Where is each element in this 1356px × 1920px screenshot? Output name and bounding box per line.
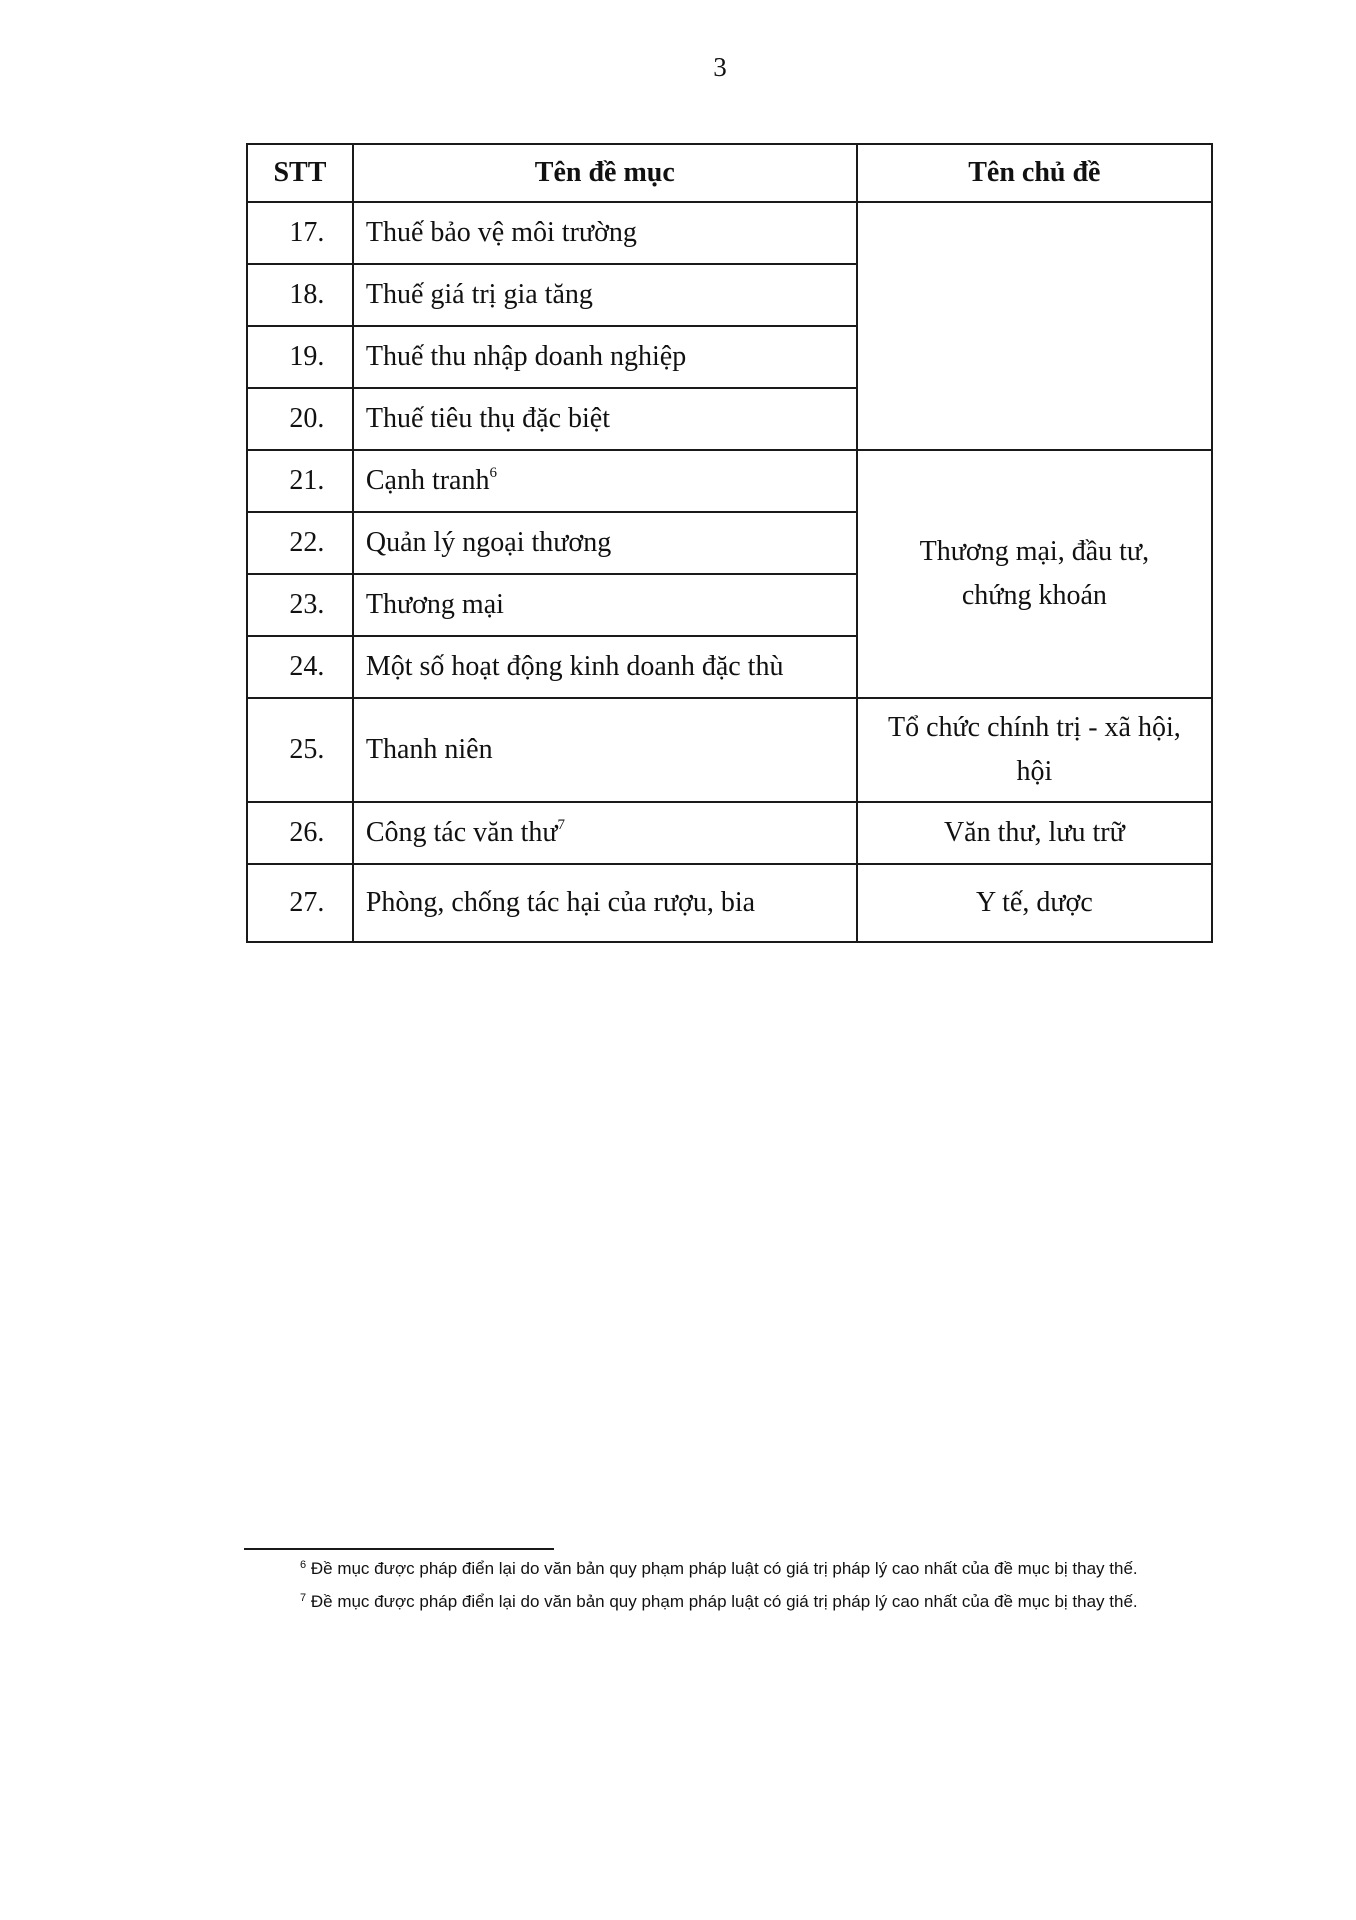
topic-line: chứng khoán (961, 580, 1107, 611)
header-stt: STT (247, 144, 353, 202)
row-item-name (353, 450, 857, 512)
row-stt: 19. (247, 326, 353, 388)
footnote-mark: 6 (300, 1559, 307, 1571)
row-stt: 20. (247, 388, 353, 450)
header-item-name: Tên đề mục (353, 144, 857, 202)
row-topic (857, 450, 1212, 698)
row-stt: 21. (247, 450, 353, 512)
row-item-name (353, 802, 857, 864)
row-stt: 26. (247, 802, 353, 864)
row-item-name: Thuế giá trị gia tăng (353, 264, 857, 326)
row-stt: 23. (247, 574, 353, 636)
row-item-name: Thuế bảo vệ môi trường (353, 202, 857, 264)
row-topic (857, 202, 1212, 450)
row-topic: Văn thư, lưu trữ (857, 802, 1212, 864)
row-stt: 24. (247, 636, 353, 698)
item-name-text: Cạnh tranh (365, 465, 490, 496)
footnote-ref: 7 (557, 817, 566, 833)
topic-table (246, 143, 1213, 943)
footnote-ref: 6 (489, 465, 497, 481)
footnote-text: Đề mục được pháp điển lại do văn bản quy phạm pháp luật có giá trị pháp lý cao nhất của đề mục bị thay thế. (310, 1592, 1138, 1611)
footnote-text: Đề mục được pháp điển lại do văn bản quy phạm pháp luật có giá trị pháp lý cao nhất của đề mục bị thay thế. (310, 1559, 1138, 1578)
footnote-mark: 7 (300, 1592, 307, 1604)
row-item-name: Một số hoạt động kinh doanh đặc thù (353, 636, 857, 698)
table-row (247, 202, 1212, 264)
table-header-row (247, 144, 1212, 202)
row-item-name: Thanh niên (353, 698, 857, 802)
table-row (247, 802, 1212, 864)
topic-line: hội (1016, 756, 1053, 787)
row-topic: Y tế, dược (857, 864, 1212, 942)
row-item-name: Thuế tiêu thụ đặc biệt (353, 388, 857, 450)
footnote (240, 1555, 1180, 1582)
table-row (247, 864, 1212, 942)
page-number: 3 (713, 52, 727, 82)
header-topic-name: Tên chủ đề (857, 144, 1212, 202)
table-row (247, 450, 1212, 512)
table-row (247, 698, 1212, 802)
row-stt: 27. (247, 864, 353, 942)
row-item-name: Thuế thu nhập doanh nghiệp (353, 326, 857, 388)
topic-line: Tổ chức chính trị - xã hội, (887, 712, 1181, 743)
row-stt: 17. (247, 202, 353, 264)
row-topic (857, 698, 1212, 802)
row-item-name: Phòng, chống tác hại của rượu, bia (353, 864, 857, 942)
footnote (240, 1588, 1180, 1615)
row-stt: 25. (247, 698, 353, 802)
topic-line: Thương mại, đầu tư, (919, 536, 1150, 567)
footnotes (240, 1555, 1180, 1621)
row-item-name: Quản lý ngoại thương (353, 512, 857, 574)
item-name-text: Công tác văn thư (365, 817, 558, 848)
row-stt: 22. (247, 512, 353, 574)
footnote-divider (244, 1548, 554, 1550)
row-item-name: Thương mại (353, 574, 857, 636)
row-stt: 18. (247, 264, 353, 326)
